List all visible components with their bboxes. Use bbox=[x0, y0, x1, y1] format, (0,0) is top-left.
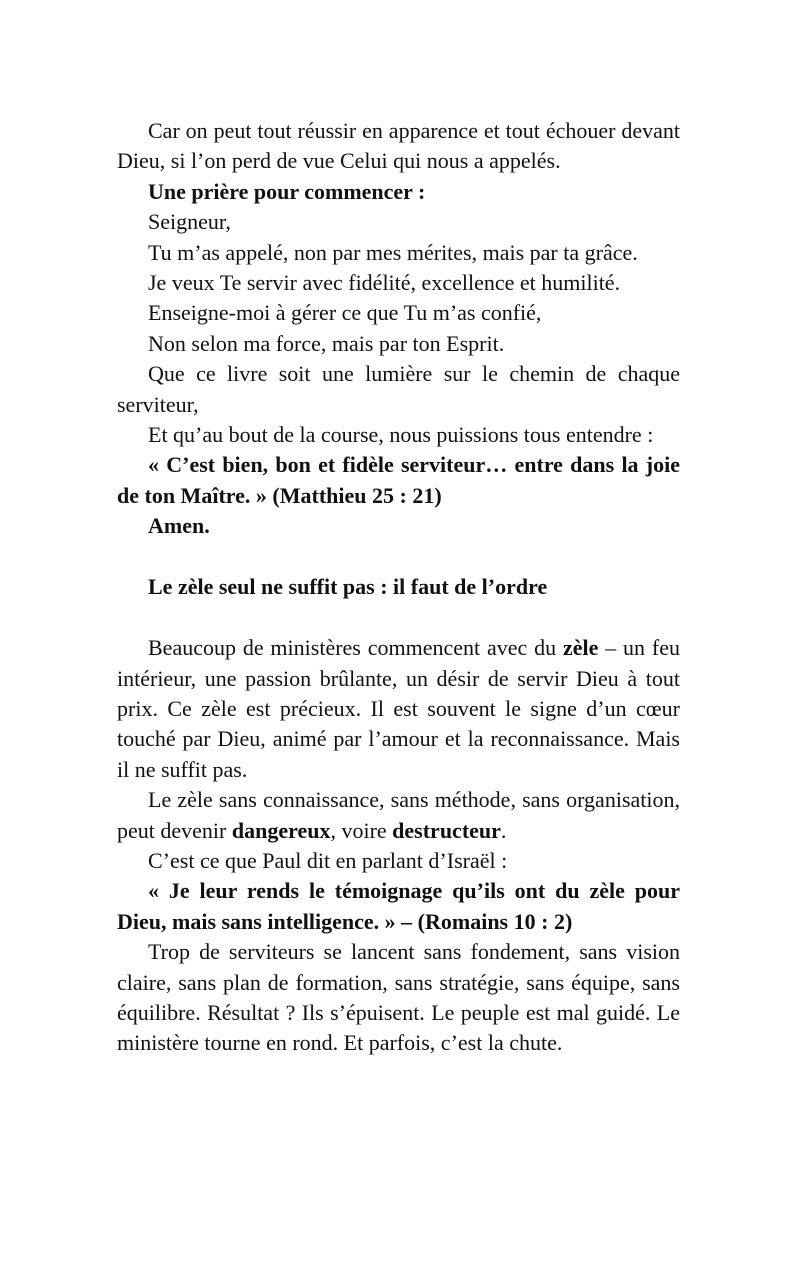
prayer-line: Et qu’au bout de la course, nous puissions tous entendre : bbox=[148, 422, 654, 448]
text-run: – un feu intérieur, une passion brûlante, un désir de servir Dieu à tout prix. Ce zèle est précieux. Il est souvent le signe d’un cœur touché par Dieu, animé par l’amour et la reconnaissance. Mais il ne suffit pas. bbox=[117, 635, 680, 782]
spacer bbox=[117, 542, 680, 572]
body-paragraph bbox=[117, 633, 680, 785]
prayer-quote bbox=[117, 450, 680, 511]
prayer-line: Je veux Te servir avec fidélité, excellence et humilité. bbox=[148, 270, 621, 296]
spacer bbox=[117, 602, 680, 633]
prayer-amen-text: Amen. bbox=[148, 513, 210, 539]
text-run: Beaucoup de ministères commencent avec du bbox=[148, 635, 563, 661]
body-paragraph bbox=[117, 785, 680, 846]
text-run: , voire bbox=[330, 817, 393, 843]
emphasis-zele: zèle bbox=[562, 635, 599, 661]
prayer-line: Tu m’as appelé, non par mes mérites, mais par ta grâce. bbox=[148, 239, 638, 265]
prayer-line: Non selon ma force, mais par ton Esprit. bbox=[148, 330, 505, 356]
prayer-amen bbox=[117, 511, 680, 541]
prayer-quote-text: « C’est bien, bon et fidèle serviteur… entre dans la joie de ton Maître. » (Matthieu 25 : 21) bbox=[117, 452, 680, 508]
text-run: Le zèle sans connaissance, sans méthode, sans organisation, peut devenir bbox=[117, 787, 680, 843]
book-page bbox=[117, 116, 680, 1059]
emphasis-destructeur: destructeur bbox=[392, 817, 501, 843]
scripture-quote-text: « Je leur rends le témoignage qu’ils ont du zèle pour Dieu, mais sans intelligence. » – (Romains 10 : 2) bbox=[117, 878, 680, 934]
section-title: Le zèle seul ne suffit pas : il faut de l’ordre bbox=[148, 573, 548, 599]
prayer-line: Seigneur, bbox=[148, 209, 231, 235]
body-paragraph: C’est ce que Paul dit en parlant d’Israël : bbox=[148, 847, 508, 873]
body-paragraph: Trop de serviteurs se lancent sans fondement, sans vision claire, sans plan de formation, sans stratégie, sans équipe, sans équilibre. Résultat ? Ils s’épuisent. Le peuple est mal guidé. Le ministère tourne en rond. Et parfois, c’est la chute. bbox=[117, 939, 680, 1056]
prayer-heading-text: Une prière pour commencer : bbox=[148, 178, 426, 204]
prayer-heading bbox=[117, 177, 680, 207]
prayer-line: Que ce livre soit une lumière sur le chemin de chaque serviteur, bbox=[117, 361, 680, 417]
emphasis-dangereux: dangereux bbox=[231, 817, 331, 843]
text-run: . bbox=[500, 817, 507, 843]
scripture-quote bbox=[117, 876, 680, 937]
prayer-line: Enseigne-moi à gérer ce que Tu m’as confié, bbox=[148, 300, 542, 326]
intro-paragraph: Car on peut tout réussir en apparence et tout échouer devant Dieu, si l’on perd de vue Celui qui nous a appelés. bbox=[117, 118, 680, 174]
